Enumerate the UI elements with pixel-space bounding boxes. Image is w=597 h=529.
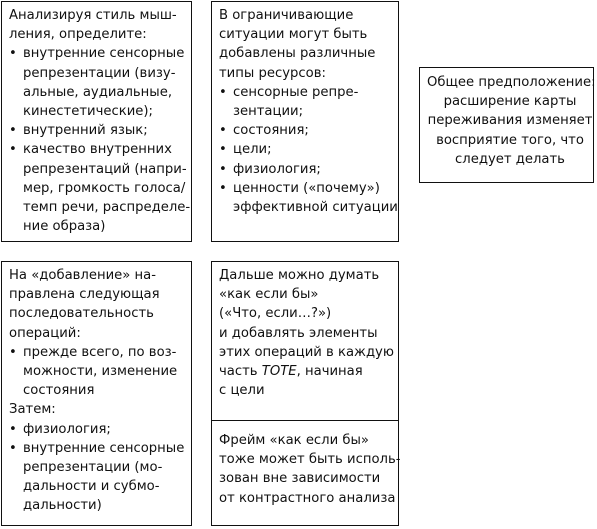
list-item xyxy=(9,140,191,236)
bullet-continuation: дальности) xyxy=(23,498,102,514)
bullet-continuation: эффективной ситуации xyxy=(233,200,398,216)
text-line: операций: xyxy=(9,325,81,341)
text-line: следует делать xyxy=(455,151,565,167)
as-if-line-5: этих операций в каждую xyxy=(219,344,394,360)
bullet-line: • цели; xyxy=(219,140,398,159)
text-line: восприятие того, что xyxy=(436,132,584,148)
text-line: тоже может быть исполь- xyxy=(219,452,401,468)
bullet-continuation: дальности и субмо- xyxy=(23,479,160,495)
thinking-style-box xyxy=(1,1,192,242)
as-if-line-2: «как если бы» xyxy=(219,287,319,303)
bullet-continuation: репрезентаций (напри- xyxy=(23,161,187,177)
addition-then-list xyxy=(9,420,191,516)
text-line: типы ресурсов: xyxy=(219,65,326,81)
bullet-line: • качество внутренних xyxy=(9,140,191,159)
bullet-line: • физиология; xyxy=(219,160,398,179)
bullet-line: • сенсорные репре- xyxy=(219,83,398,102)
as-if-line-7: с цели xyxy=(219,383,265,399)
bullet-continuation: репрезентации (визу- xyxy=(23,65,176,81)
tote-term: TOTE xyxy=(261,364,297,380)
bullet-continuation: кинестетические); xyxy=(23,104,153,120)
text-line: Фрейм «как если бы» xyxy=(219,433,369,448)
thinking-style-intro xyxy=(9,6,191,44)
list-item xyxy=(9,439,191,516)
bullet-line: • ценности («почему») xyxy=(219,179,398,198)
bullet-continuation: зентации; xyxy=(233,104,304,120)
as-if-line-6-post: , начиная xyxy=(296,364,363,380)
as-if-frame-text xyxy=(219,431,401,508)
text-line: переживания изменяет xyxy=(427,113,593,129)
addition-sequence-intro xyxy=(9,266,191,343)
bullet-continuation: состояния xyxy=(23,383,95,399)
list-item xyxy=(219,83,398,121)
bullet-line: • прежде всего, по воз- xyxy=(9,343,191,362)
text-line: В ограничивающие xyxy=(219,8,354,23)
as-if-line-4: и добавлять элементы xyxy=(219,325,378,341)
list-item xyxy=(9,343,191,401)
text-line: расширение карты xyxy=(443,94,577,110)
list-item xyxy=(219,160,398,179)
bullet-continuation: можности, изменение xyxy=(23,364,178,380)
text-line: от контрастного анализа xyxy=(219,490,396,506)
addition-sequence-box xyxy=(1,261,192,526)
general-assumption-box xyxy=(419,67,594,183)
list-item xyxy=(219,121,398,140)
text-line: ситуации могут быть xyxy=(219,27,368,43)
addition-first-list xyxy=(9,343,191,401)
as-if-thinking-box xyxy=(211,261,399,421)
text-line: Общее предположение: xyxy=(427,75,596,90)
as-if-line-6 xyxy=(219,362,398,381)
resources-intro xyxy=(219,6,398,83)
bullet-line: • внутренний язык; xyxy=(9,121,191,140)
bullet-continuation: альные, аудиальные, xyxy=(23,84,173,100)
as-if-line-3: («Что, если…?») xyxy=(219,306,332,322)
resources-box xyxy=(211,1,399,242)
bullet-line: • внутренние сенсорные xyxy=(9,439,191,458)
as-if-frame-box xyxy=(211,420,399,526)
text-line: На «добавление» на- xyxy=(9,268,157,283)
as-if-line-1: Дальше можно думать xyxy=(219,268,380,283)
bullet-continuation: репрезентации (мо- xyxy=(23,460,163,476)
bullet-continuation: темп речи, распределе- xyxy=(23,200,191,216)
list-item xyxy=(9,44,191,121)
text-line: правлена следующая xyxy=(9,287,160,303)
thinking-style-list xyxy=(9,44,191,236)
as-if-line-6-pre: часть xyxy=(219,364,262,380)
general-assumption-text xyxy=(427,73,596,169)
bullet-continuation: мер, громкость голоса/ xyxy=(23,180,186,196)
text-line: добавлены различные xyxy=(219,46,376,62)
text-line: зован вне зависимости xyxy=(219,471,381,487)
text-line: Анализируя стиль мыш- xyxy=(9,8,177,23)
then-label: Затем: xyxy=(9,402,56,418)
text-line: последовательность xyxy=(9,306,154,322)
list-item xyxy=(9,420,191,439)
list-item xyxy=(219,140,398,159)
resources-list xyxy=(219,83,398,217)
bullet-line: • физиология; xyxy=(9,420,191,439)
bullet-line: • внутренние сенсорные xyxy=(9,44,191,63)
text-line: ления, определите: xyxy=(9,27,147,43)
bullet-line: • состояния; xyxy=(219,121,398,140)
bullet-continuation: ние образа) xyxy=(23,219,106,235)
list-item xyxy=(9,121,191,140)
list-item xyxy=(219,179,398,217)
